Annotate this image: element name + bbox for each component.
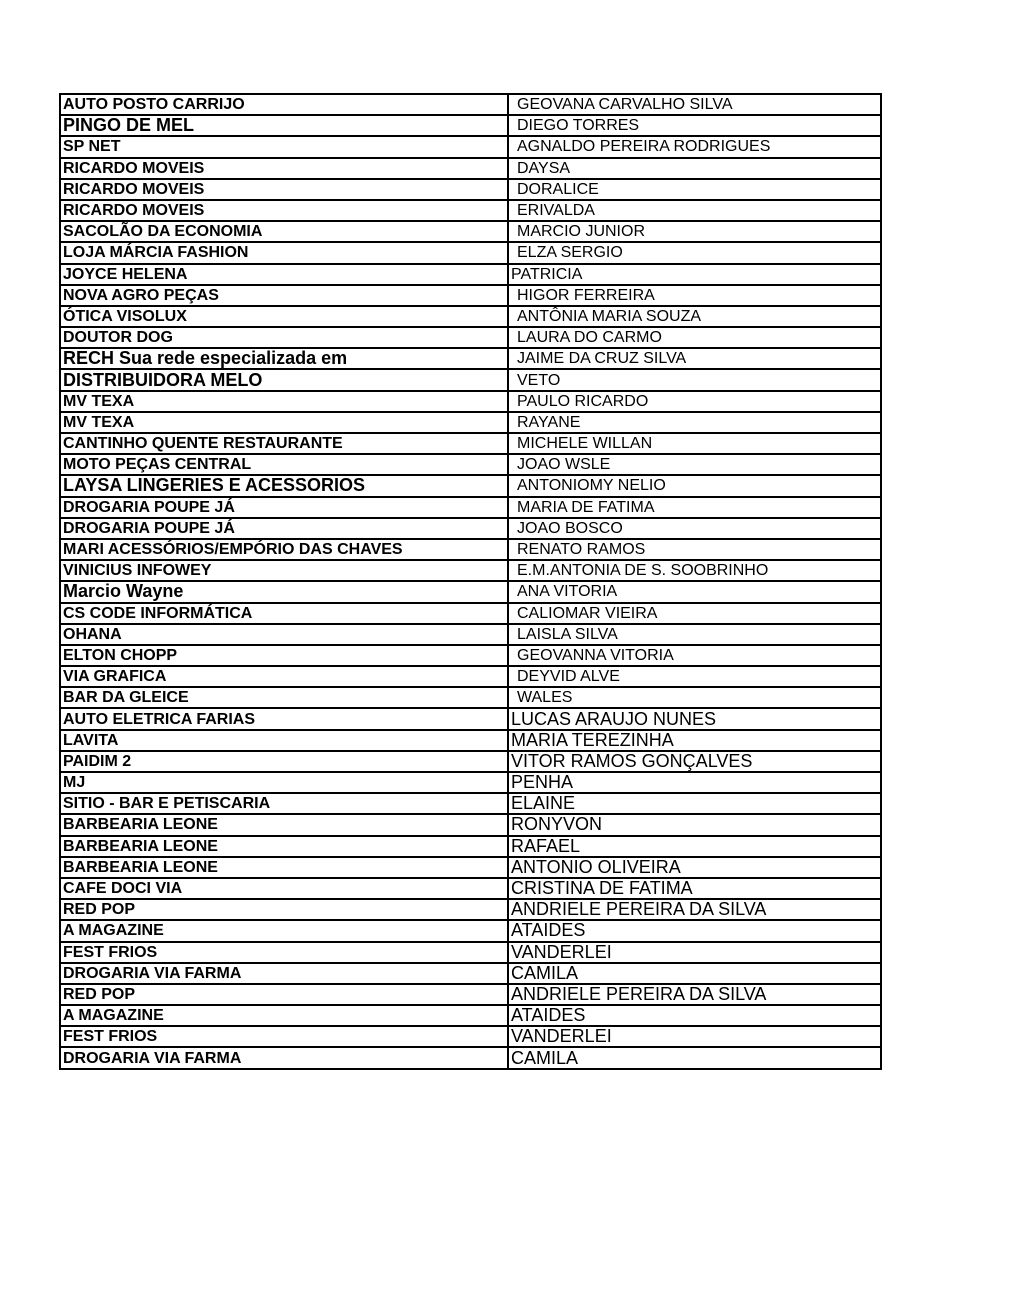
store-name-cell: DISTRIBUIDORA MELO bbox=[60, 369, 508, 390]
person-name-cell: ANTONIOMY NELIO bbox=[508, 475, 881, 496]
person-name-cell: DEYVID ALVE bbox=[508, 666, 881, 687]
person-name-cell: LAISLA SILVA bbox=[508, 624, 881, 645]
person-name-cell: LUCAS ARAUJO NUNES bbox=[508, 708, 881, 729]
store-name-cell: CS CODE INFORMÁTICA bbox=[60, 603, 508, 624]
table-row bbox=[60, 603, 881, 624]
store-name-cell: RED POP bbox=[60, 984, 508, 1005]
person-name-cell: VETO bbox=[508, 369, 881, 390]
store-name-cell: NOVA AGRO PEÇAS bbox=[60, 285, 508, 306]
person-name-cell: CALIOMAR VIEIRA bbox=[508, 603, 881, 624]
person-name-cell: ANA VITORIA bbox=[508, 581, 881, 602]
table-row bbox=[60, 264, 881, 285]
store-name-cell: PINGO DE MEL bbox=[60, 115, 508, 136]
table-row bbox=[60, 772, 881, 793]
table-row bbox=[60, 242, 881, 263]
person-name-cell: ATAIDES bbox=[508, 920, 881, 941]
table-row bbox=[60, 306, 881, 327]
store-name-cell: RICARDO MOVEIS bbox=[60, 179, 508, 200]
table-row bbox=[60, 179, 881, 200]
store-person-table bbox=[59, 93, 882, 1070]
person-name-cell: GEOVANA CARVALHO SILVA bbox=[508, 94, 881, 115]
store-name-cell: RED POP bbox=[60, 899, 508, 920]
table-row bbox=[60, 984, 881, 1005]
store-name-cell: BARBEARIA LEONE bbox=[60, 857, 508, 878]
table-row bbox=[60, 942, 881, 963]
store-name-cell: MV TEXA bbox=[60, 391, 508, 412]
table-row bbox=[60, 200, 881, 221]
store-name-cell: BARBEARIA LEONE bbox=[60, 814, 508, 835]
store-name-cell: BAR DA GLEICE bbox=[60, 687, 508, 708]
table-row bbox=[60, 581, 881, 602]
person-name-cell: PAULO RICARDO bbox=[508, 391, 881, 412]
person-name-cell: ELZA SERGIO bbox=[508, 242, 881, 263]
person-name-cell: MARIA TEREZINHA bbox=[508, 730, 881, 751]
store-name-cell: AUTO POSTO CARRIJO bbox=[60, 94, 508, 115]
person-name-cell: ATAIDES bbox=[508, 1005, 881, 1026]
person-name-cell: LAURA DO CARMO bbox=[508, 327, 881, 348]
table-row bbox=[60, 1026, 881, 1047]
store-name-cell: MJ bbox=[60, 772, 508, 793]
table-row bbox=[60, 560, 881, 581]
person-name-cell: PENHA bbox=[508, 772, 881, 793]
table-row bbox=[60, 94, 881, 115]
store-name-cell: SITIO - BAR E PETISCARIA bbox=[60, 793, 508, 814]
person-name-cell: HIGOR FERREIRA bbox=[508, 285, 881, 306]
person-name-cell: ERIVALDA bbox=[508, 200, 881, 221]
person-name-cell: VITOR RAMOS GONÇALVES bbox=[508, 751, 881, 772]
table-row bbox=[60, 348, 881, 369]
person-name-cell: DAYSA bbox=[508, 158, 881, 179]
table-row bbox=[60, 115, 881, 136]
store-name-cell: DROGARIA POUPE JÁ bbox=[60, 518, 508, 539]
store-name-cell: MARI ACESSÓRIOS/EMPÓRIO DAS CHAVES bbox=[60, 539, 508, 560]
table-row bbox=[60, 730, 881, 751]
table-row bbox=[60, 454, 881, 475]
person-name-cell: AGNALDO PEREIRA RODRIGUES bbox=[508, 136, 881, 157]
person-name-cell: ANTONIO OLIVEIRA bbox=[508, 857, 881, 878]
table-row bbox=[60, 708, 881, 729]
store-name-cell: ÓTICA VISOLUX bbox=[60, 306, 508, 327]
person-name-cell: JAIME DA CRUZ SILVA bbox=[508, 348, 881, 369]
person-name-cell: VANDERLEI bbox=[508, 1026, 881, 1047]
person-name-cell: MARIA DE FATIMA bbox=[508, 497, 881, 518]
table-row bbox=[60, 899, 881, 920]
table-row bbox=[60, 1047, 881, 1068]
person-name-cell: DIEGO TORRES bbox=[508, 115, 881, 136]
table-row bbox=[60, 1005, 881, 1026]
table-row bbox=[60, 666, 881, 687]
store-name-cell: DOUTOR DOG bbox=[60, 327, 508, 348]
table-row bbox=[60, 963, 881, 984]
table-row bbox=[60, 857, 881, 878]
table-row bbox=[60, 814, 881, 835]
table-row bbox=[60, 475, 881, 496]
store-name-cell: JOYCE HELENA bbox=[60, 264, 508, 285]
table-row bbox=[60, 836, 881, 857]
store-name-cell: SP NET bbox=[60, 136, 508, 157]
table-row bbox=[60, 624, 881, 645]
store-name-cell: A MAGAZINE bbox=[60, 920, 508, 941]
table-row bbox=[60, 369, 881, 390]
person-name-cell: DORALICE bbox=[508, 179, 881, 200]
person-name-cell: CAMILA bbox=[508, 963, 881, 984]
person-name-cell: MARCIO JUNIOR bbox=[508, 221, 881, 242]
store-name-cell: Marcio Wayne bbox=[60, 581, 508, 602]
person-name-cell: VANDERLEI bbox=[508, 942, 881, 963]
table-row bbox=[60, 221, 881, 242]
store-name-cell: FEST FRIOS bbox=[60, 942, 508, 963]
table-row bbox=[60, 687, 881, 708]
person-name-cell: CRISTINA DE FATIMA bbox=[508, 878, 881, 899]
person-name-cell: RAFAEL bbox=[508, 836, 881, 857]
store-name-cell: DROGARIA POUPE JÁ bbox=[60, 497, 508, 518]
store-name-cell: FEST FRIOS bbox=[60, 1026, 508, 1047]
table-row bbox=[60, 136, 881, 157]
person-name-cell: JOAO WSLE bbox=[508, 454, 881, 475]
table-row bbox=[60, 158, 881, 179]
store-name-cell: PAIDIM 2 bbox=[60, 751, 508, 772]
person-name-cell: CAMILA bbox=[508, 1047, 881, 1068]
store-name-cell: DROGARIA VIA FARMA bbox=[60, 1047, 508, 1068]
person-name-cell: ANDRIELE PEREIRA DA SILVA bbox=[508, 899, 881, 920]
store-name-cell: MOTO PEÇAS CENTRAL bbox=[60, 454, 508, 475]
person-name-cell: E.M.ANTONIA DE S. SOOBRINHO bbox=[508, 560, 881, 581]
table-row bbox=[60, 391, 881, 412]
store-name-cell: LAYSA LINGERIES E ACESSORIOS bbox=[60, 475, 508, 496]
store-name-cell: LOJA MÁRCIA FASHION bbox=[60, 242, 508, 263]
person-name-cell: GEOVANNA VITORIA bbox=[508, 645, 881, 666]
store-name-cell: LAVITA bbox=[60, 730, 508, 751]
person-name-cell: RONYVON bbox=[508, 814, 881, 835]
person-name-cell: PATRICIA bbox=[508, 264, 881, 285]
store-name-cell: SACOLÃO DA ECONOMIA bbox=[60, 221, 508, 242]
store-name-cell: MV TEXA bbox=[60, 412, 508, 433]
store-name-cell: BARBEARIA LEONE bbox=[60, 836, 508, 857]
store-name-cell: CANTINHO QUENTE RESTAURANTE bbox=[60, 433, 508, 454]
store-name-cell: RECH Sua rede especializada em bbox=[60, 348, 508, 369]
person-name-cell: ELAINE bbox=[508, 793, 881, 814]
person-name-cell: JOAO BOSCO bbox=[508, 518, 881, 539]
store-name-cell: CAFE DOCI VIA bbox=[60, 878, 508, 899]
person-name-cell: MICHELE WILLAN bbox=[508, 433, 881, 454]
table-row bbox=[60, 920, 881, 941]
person-name-cell: ANTÔNIA MARIA SOUZA bbox=[508, 306, 881, 327]
store-name-cell: ELTON CHOPP bbox=[60, 645, 508, 666]
table-body bbox=[60, 94, 881, 1069]
table-row bbox=[60, 497, 881, 518]
store-name-cell: OHANA bbox=[60, 624, 508, 645]
person-name-cell: RENATO RAMOS bbox=[508, 539, 881, 560]
person-name-cell: RAYANE bbox=[508, 412, 881, 433]
table-row bbox=[60, 751, 881, 772]
store-name-cell: VIA GRAFICA bbox=[60, 666, 508, 687]
table-row bbox=[60, 285, 881, 306]
table-row bbox=[60, 539, 881, 560]
table-row bbox=[60, 645, 881, 666]
person-name-cell: WALES bbox=[508, 687, 881, 708]
store-name-cell: A MAGAZINE bbox=[60, 1005, 508, 1026]
table-row bbox=[60, 433, 881, 454]
table-row bbox=[60, 327, 881, 348]
store-name-cell: DROGARIA VIA FARMA bbox=[60, 963, 508, 984]
table-row bbox=[60, 518, 881, 539]
store-name-cell: AUTO ELETRICA FARIAS bbox=[60, 708, 508, 729]
person-name-cell: ANDRIELE PEREIRA DA SILVA bbox=[508, 984, 881, 1005]
table-row bbox=[60, 412, 881, 433]
table-row bbox=[60, 878, 881, 899]
table-row bbox=[60, 793, 881, 814]
store-name-cell: RICARDO MOVEIS bbox=[60, 200, 508, 221]
store-name-cell: RICARDO MOVEIS bbox=[60, 158, 508, 179]
store-name-cell: VINICIUS INFOWEY bbox=[60, 560, 508, 581]
